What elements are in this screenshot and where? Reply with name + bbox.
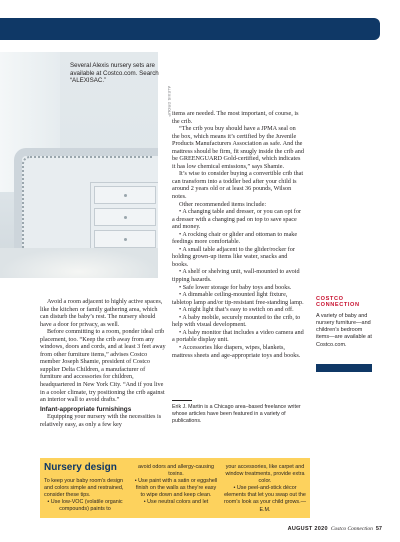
sidebar-bar [316, 364, 372, 372]
drawer-knob [124, 216, 127, 219]
bullet-item: • A baby mobile, securely mounted to the crib, to help with visual development. [172, 313, 301, 329]
box-bullet: • Use low-VOC (volatile organic compounds) paints to [47, 499, 123, 513]
box-bullet: • Use paint with a satin or eggshell finish on the walls as they’re easy to wipe down and keep clean. [134, 478, 218, 499]
bullet-item: • A dimmable ceiling-mounted light fixture, tabletop lamp and/or tip-resistant free-standing lamp. [172, 291, 304, 306]
bullet-item: • A rocking chair or glider and ottoman to make feedings more comfortable. [172, 230, 298, 246]
page-footer [288, 526, 382, 532]
section-heading: Infant-appropriate furnishings [40, 405, 132, 413]
drawer-knob [124, 238, 127, 241]
bullet-item: • A shelf or shelving unit, wall-mounted to avoid tipping hazards. [172, 268, 300, 284]
rug [0, 248, 158, 278]
article-paragraph: items are needed. The most important, of course, is the crib. [172, 110, 299, 125]
box-title: Nursery design [44, 462, 117, 473]
author-bio: Erik J. Martin is a Chicago area–based freelance writer whose articles have been featured in a variety of publications. [172, 404, 301, 425]
article-paragraph: It’s wise to consider buying a convertible crib that can transform into a toddler bed after your child is around 2 years old or at least 36 pounds, Wilson notes. [172, 170, 304, 201]
box-column-2 [134, 464, 218, 507]
article-paragraph: Equipping your nursery with the necessities is relatively easy, as only a few key [40, 413, 162, 428]
bullet-item: • Accessories like diapers, wipes, blankets, mattress sheets and age-appropriate toys and books. [172, 343, 301, 359]
article-paragraph: Other recommended items include: [179, 200, 267, 208]
article-column-2 [172, 110, 304, 359]
nursery-design-box [40, 458, 310, 518]
costco-connection-sidebar [316, 296, 372, 349]
box-paragraph: avoid odors and allergy-causing toxins. [137, 464, 215, 478]
box-column-3 [223, 464, 307, 514]
bio-divider [172, 400, 192, 401]
photo-credit: ALEXIS GROUP [167, 86, 171, 117]
bullet-item: • A baby monitor that includes a video camera and a portable display unit. [172, 328, 304, 344]
sidebar-text: A variety of baby and nursery furniture—and children’s bedroom items—are available at Costco.com. [316, 312, 372, 348]
article-paragraph: Avoid a room adjacent to highly active spaces, like the kitchen or family gathering area, which can disturb the baby’s rest. The nursery should have a door for privacy, as well. [40, 298, 163, 328]
box-bullet: • Use neutral colors and let [143, 499, 209, 506]
drawer-knob [124, 194, 127, 197]
bullet-item: • A small table adjacent to the glider/rocker for holding grown-up items like water, snacks and books. [172, 245, 295, 268]
box-paragraph: To keep your baby room’s design and colors simple and restrained, consider these tips. [44, 478, 124, 499]
bullet-item: • A night light that’s easy to switch on and off. [179, 306, 294, 314]
article-column-1 [40, 298, 166, 428]
bullet-item: • A changing table and dresser, or you can opt for a dresser with a changing pad on top to save space and money. [172, 208, 302, 231]
page-number: 57 [375, 526, 382, 532]
box-bullet: • Use peel-and-stick décor elements that let you swap out the room’s look as your child grows.—E.M. [224, 485, 306, 513]
box-paragraph: your accessories, like carpet and window treatments, provide extra color. [225, 464, 305, 485]
box-column-1 [44, 478, 126, 513]
issue-date: AUGUST 2020 [287, 526, 328, 532]
photo-caption: Several Alexis nursery sets are available at Costco.com. Search “ALEXISAC.” [70, 62, 159, 85]
nursery-photo [0, 52, 158, 278]
sidebar-title: COSTCO CONNECTION [316, 296, 360, 309]
bullet-item: • Safe lower storage for baby toys and books. [179, 283, 292, 291]
header-bar [0, 18, 380, 40]
article-paragraph: Before committing to a room, ponder ideal crib placement, too. “Keep the crib away from any windows, doors and cords, and at least 3 feet away from other furniture items,” advises Costco member Joseph Shamie, president of Costco supplier Delta Children, a manufacturer of furniture and accessories for children, headquartered in New York City. “And if you live in a cooler climate, try positioning the crib against an interior wall to avoid drafts.” [40, 328, 166, 404]
magazine-name: Costco Connection [330, 526, 373, 532]
article-paragraph: “The crib you buy should have a JPMA seal on the box, which means it’s certified by the Juvenile Products Manufacturers Association as safe. And the mattress should be firm, fit snugly inside the crib and be GREENGUARD Gold-certified, which indicates it has low chemical emissions,” says Shamie. [172, 125, 304, 170]
